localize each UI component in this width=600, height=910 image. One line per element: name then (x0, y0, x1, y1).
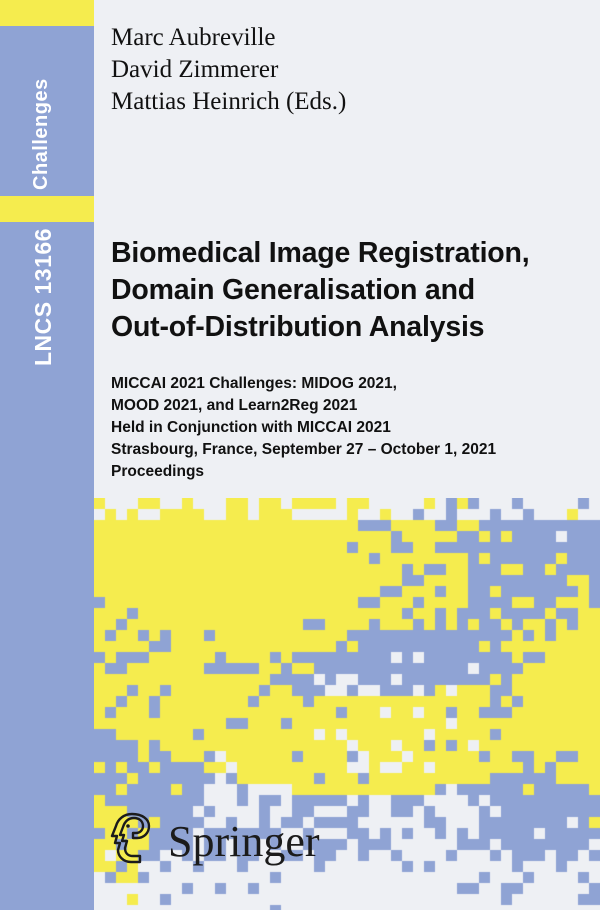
book-title (111, 235, 581, 346)
editor-name: Marc Aubreville (111, 24, 276, 51)
spine-strip (0, 0, 94, 910)
book-subtitle-line: MICCAI 2021 Challenges: MIDOG 2021, (111, 375, 397, 392)
publisher-name: Springer (168, 816, 320, 866)
editor-name: David Zimmerer (111, 56, 279, 83)
book-title-line: Out-of-Distribution Analysis (111, 311, 485, 343)
editor-list (111, 22, 581, 118)
book-title-line: Domain Generalisation and (111, 274, 475, 306)
spine-series-label: Challenges (30, 78, 52, 190)
book-title-line: Biomedical Image Registration, (111, 237, 530, 269)
publisher-logo (94, 806, 600, 876)
spine-volume-label: LNCS 13166 (30, 228, 56, 366)
springer-knight-icon (106, 810, 158, 873)
book-subtitle-line: Strasbourg, France, September 27 – October 1, 2021 (111, 441, 497, 458)
book-subtitle-line: Proceedings (111, 463, 205, 480)
editor-name: Mattias Heinrich (Eds.) (111, 88, 347, 115)
book-subtitle-line: MOOD 2021, and Learn2Reg 2021 (111, 397, 358, 414)
book-subtitle-line: Held in Conjunction with MICCAI 2021 (111, 419, 391, 436)
book-subtitle (111, 373, 591, 483)
